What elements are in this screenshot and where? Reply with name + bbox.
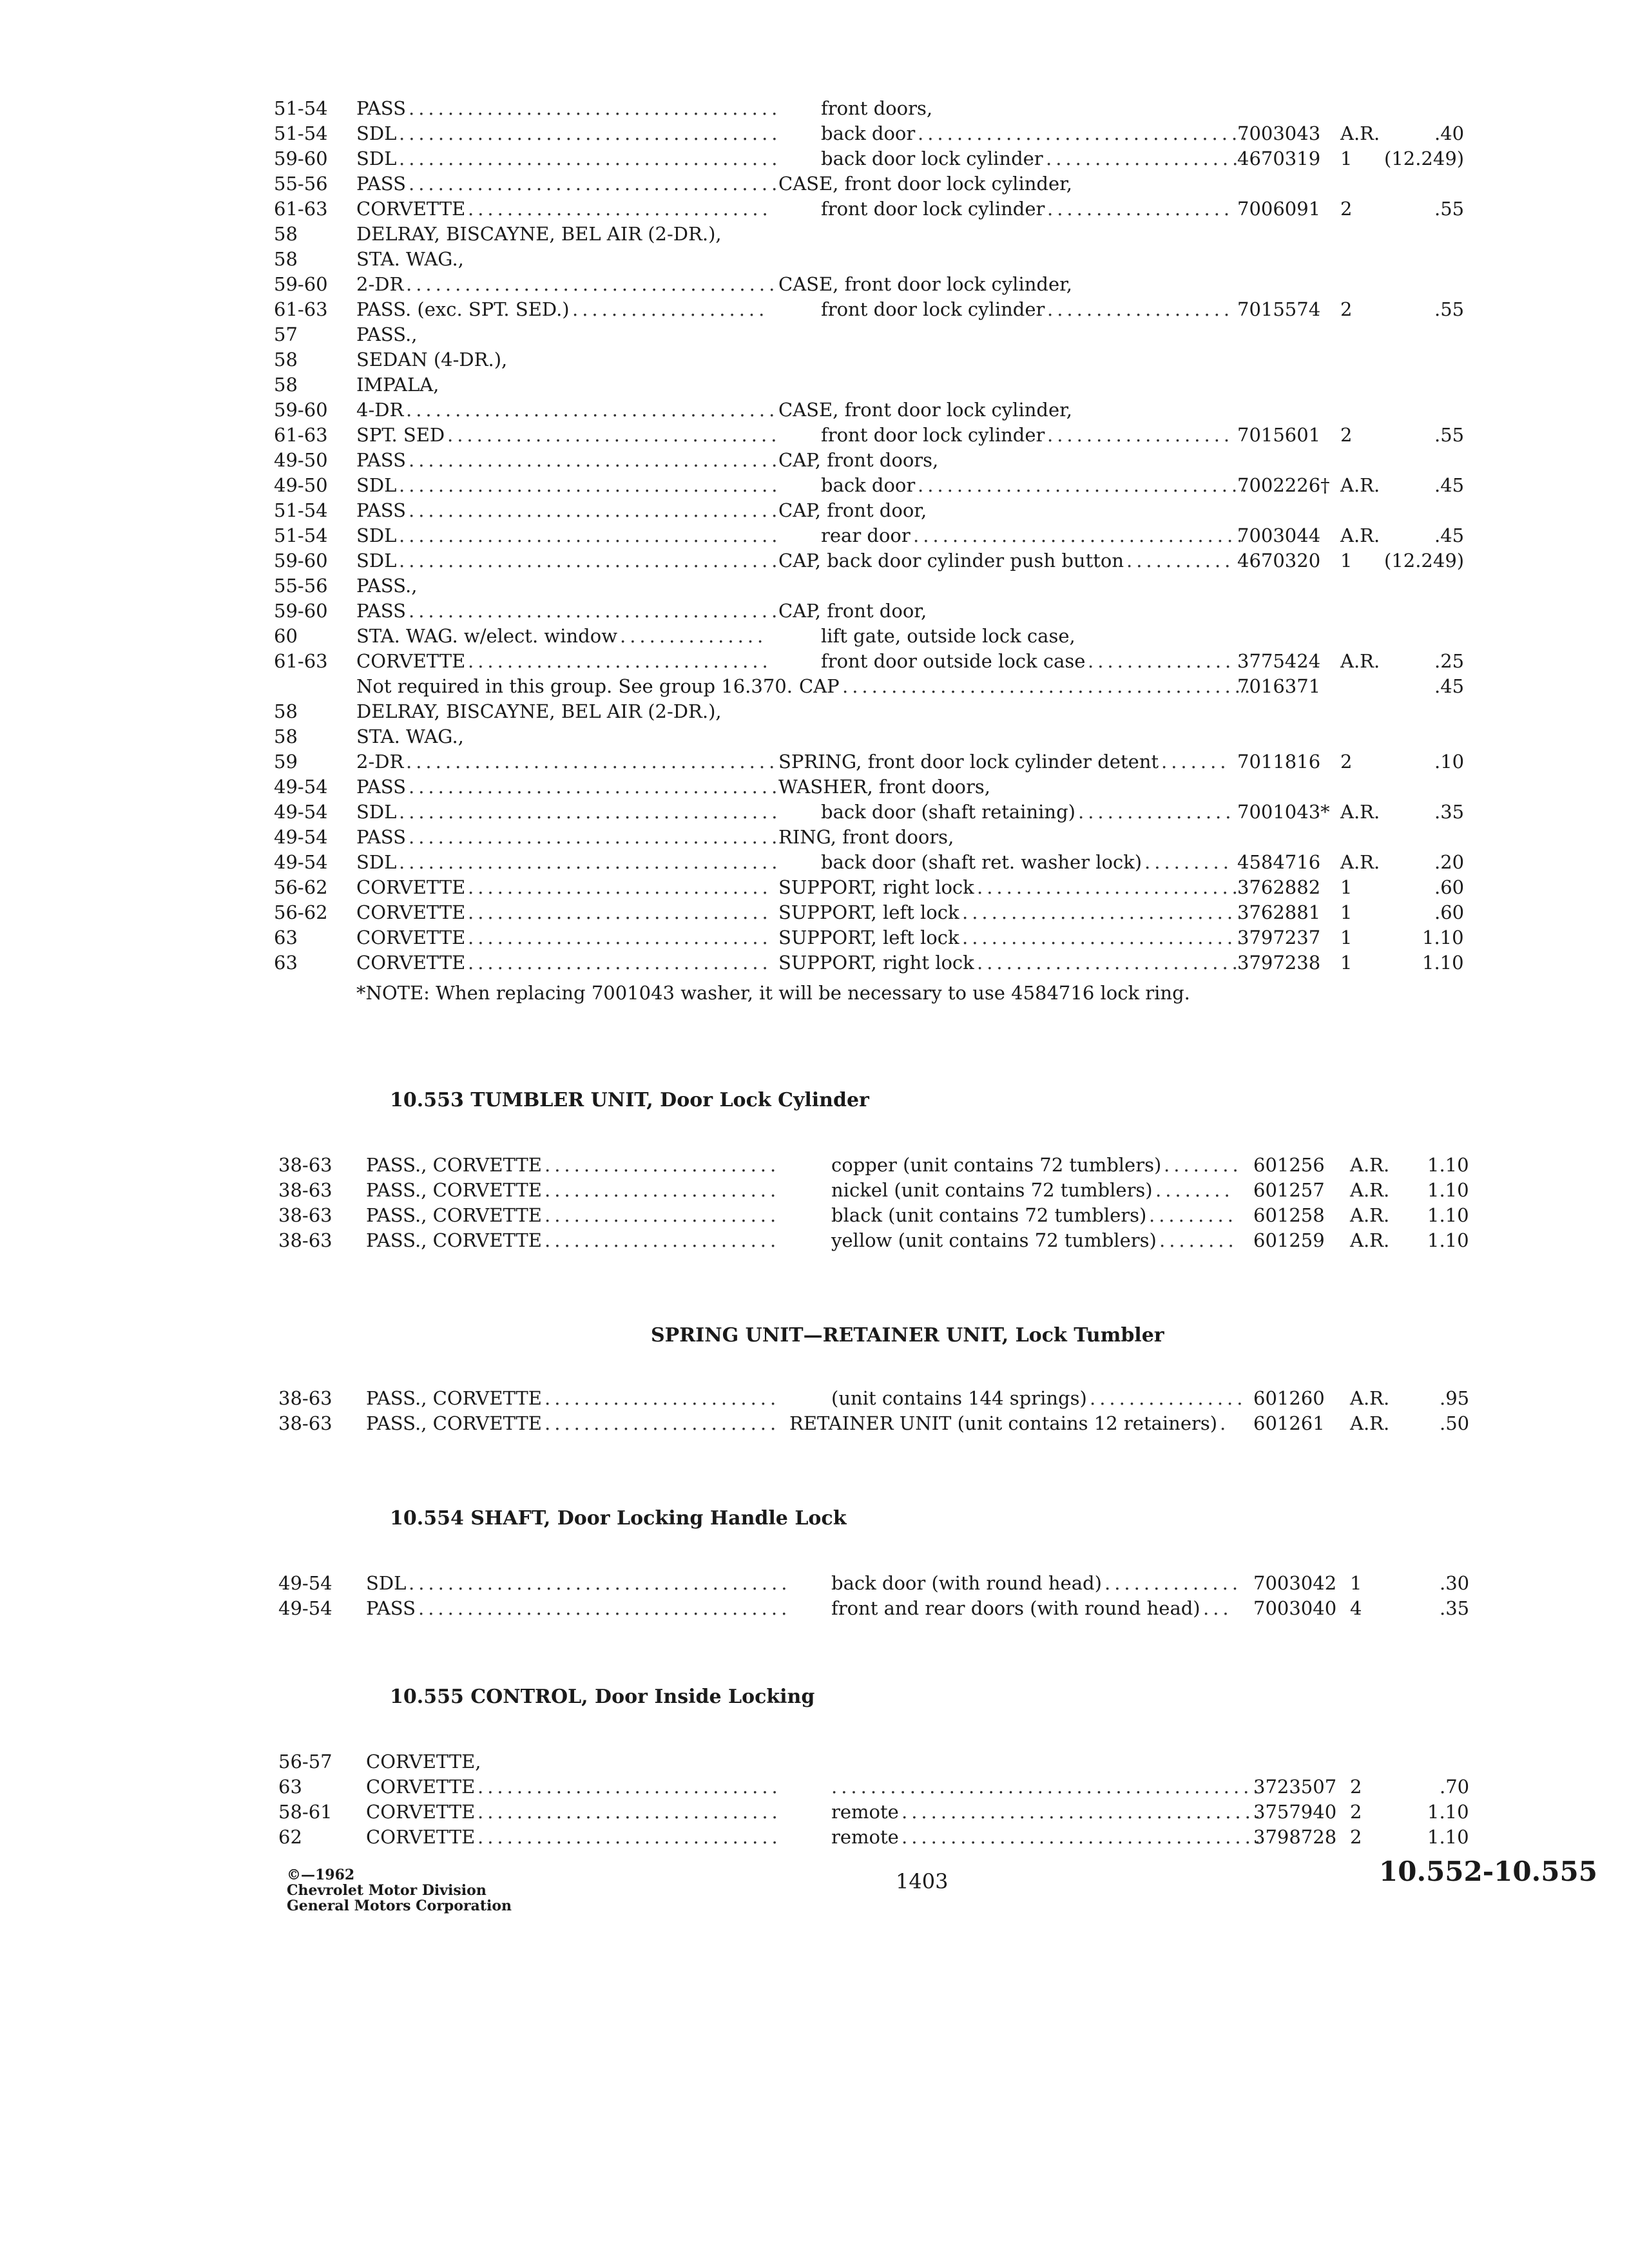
part-description: CAP, front doors,	[778, 449, 939, 471]
price: 1.10	[1427, 1204, 1469, 1226]
model-description: CORVETTE	[356, 927, 466, 948]
dot-leader: ...................	[1047, 298, 1234, 320]
model-description: IMPALA,	[356, 374, 439, 396]
year-range: 61-63	[274, 198, 328, 220]
part-number: 7015601	[1237, 424, 1321, 446]
year-range: 56-57	[278, 1751, 333, 1773]
dot-leader: ....................	[1046, 148, 1242, 169]
part-description: front door lock cylinder	[821, 298, 1045, 320]
part-number: 3757940	[1253, 1801, 1337, 1823]
quantity: 1	[1340, 550, 1353, 572]
dot-leader: ...........................	[977, 876, 1242, 898]
part-description: CAP, front door,	[778, 600, 927, 622]
dot-leader: ........	[1159, 1229, 1238, 1251]
part-number: 601261	[1253, 1412, 1325, 1434]
dot-leader: .............................	[962, 901, 1247, 923]
part-number: 601256	[1253, 1154, 1325, 1176]
year-range: 38-63	[278, 1179, 333, 1201]
dot-leader: ........................	[545, 1154, 780, 1176]
part-description: front doors,	[821, 97, 933, 119]
model-description: 2-DR	[356, 273, 404, 295]
dot-leader: ......................................	[409, 499, 782, 521]
price: 1.10	[1427, 1179, 1469, 1201]
model-description: CORVETTE	[356, 901, 466, 923]
section-heading: 10.555 CONTROL, Door Inside Locking	[390, 1686, 815, 1708]
year-range: 38-63	[278, 1412, 333, 1434]
section-heading: 10.554 SHAFT, Door Locking Handle Lock	[390, 1507, 847, 1530]
part-description: SUPPORT, right lock	[778, 876, 974, 898]
year-range: 38-63	[278, 1387, 333, 1409]
dot-leader: .......	[1161, 751, 1230, 773]
dot-leader: ...................	[1047, 198, 1234, 220]
dot-leader: ......................................	[406, 751, 779, 773]
dot-leader: .......................................	[399, 550, 782, 572]
part-description: yellow (unit contains 72 tumblers)	[831, 1229, 1157, 1251]
dot-leader: ........................	[545, 1179, 780, 1201]
copyright: ©—1962	[287, 1867, 355, 1883]
dot-leader: .......................................	[409, 1572, 791, 1594]
year-range: 49-50	[274, 474, 328, 496]
year-range: 49-54	[274, 826, 328, 848]
model-description: Not required in this group. See group 16.370.	[356, 675, 793, 697]
year-range: 63	[274, 927, 298, 948]
dot-leader: ......................................	[409, 826, 782, 848]
year-range: 51-54	[274, 122, 328, 144]
dot-leader: .............................	[962, 927, 1247, 948]
dot-leader: .......................................	[399, 148, 782, 169]
quantity: A.R.	[1340, 474, 1380, 496]
price: 1.10	[1427, 1826, 1469, 1848]
year-range: 49-50	[274, 449, 328, 471]
quantity: A.R.	[1350, 1154, 1390, 1176]
part-number: 3797237	[1237, 927, 1321, 948]
part-description: rear door	[821, 524, 911, 546]
part-number: 601257	[1253, 1179, 1325, 1201]
part-description: back door (shaft retaining)	[821, 801, 1075, 823]
price: .95	[1440, 1387, 1470, 1409]
part-description: nickel (unit contains 72 tumblers)	[831, 1179, 1153, 1201]
model-description: SDL	[356, 550, 397, 572]
quantity: 4	[1350, 1597, 1362, 1619]
price: (12.249)	[1384, 550, 1465, 572]
part-description: copper (unit contains 72 tumblers)	[831, 1154, 1162, 1176]
part-description: SUPPORT, right lock	[778, 952, 974, 974]
year-range: 49-54	[274, 776, 328, 798]
dot-leader: .........	[1149, 1204, 1237, 1226]
quantity: A.R.	[1340, 524, 1380, 546]
year-range: 58	[274, 248, 298, 270]
part-number: 7003040	[1253, 1597, 1337, 1619]
part-number: 7011816	[1237, 751, 1321, 773]
dot-leader: ...............................	[468, 927, 772, 948]
dot-leader: ......................................	[409, 449, 782, 471]
price: .70	[1440, 1776, 1470, 1798]
part-number: 7015574	[1237, 298, 1321, 320]
quantity: A.R.	[1340, 801, 1380, 823]
dot-leader: ..................................	[913, 524, 1247, 546]
year-range: 56-62	[274, 876, 328, 898]
model-description: PASS	[356, 449, 407, 471]
dot-leader: ...............	[1088, 650, 1235, 672]
quantity: 2	[1340, 298, 1353, 320]
model-description: STA. WAG. w/elect. window	[356, 625, 618, 647]
model-description: PASS., CORVETTE	[366, 1179, 542, 1201]
dot-leader: .....................................	[901, 1801, 1265, 1823]
dot-leader: ........	[1164, 1154, 1242, 1176]
model-description: PASS., CORVETTE	[366, 1204, 542, 1226]
part-description: remote	[831, 1801, 899, 1823]
dot-leader: ........................	[545, 1412, 780, 1434]
model-description: SDL	[356, 801, 397, 823]
quantity: A.R.	[1350, 1387, 1390, 1409]
part-description: CASE, front door lock cylinder,	[778, 399, 1073, 421]
dot-leader: ...............................	[468, 876, 772, 898]
dot-leader: ...............................	[477, 1776, 782, 1798]
year-range: 58	[274, 700, 298, 722]
year-range: 59-60	[274, 600, 328, 622]
year-range: 61-63	[274, 298, 328, 320]
year-range: 63	[274, 952, 298, 974]
model-description: 4-DR	[356, 399, 404, 421]
quantity: 1	[1340, 148, 1353, 169]
dot-leader: ......................................	[409, 173, 782, 195]
model-description: DELRAY, BISCAYNE, BEL AIR (2-DR.),	[356, 223, 722, 245]
part-description: front door lock cylinder	[821, 424, 1045, 446]
part-description: RING, front doors,	[778, 826, 954, 848]
model-description: PASS., CORVETTE	[366, 1412, 542, 1434]
year-range: 58	[274, 374, 298, 396]
model-description: CORVETTE	[356, 650, 466, 672]
year-range: 51-54	[274, 499, 328, 521]
publisher-corporation: General Motors Corporation	[287, 1898, 512, 1914]
part-description: black (unit contains 72 tumblers)	[831, 1204, 1147, 1226]
year-range: 59-60	[274, 148, 328, 169]
part-number: 3762881	[1237, 901, 1321, 923]
price: .10	[1434, 751, 1465, 773]
part-number: 601260	[1253, 1387, 1325, 1409]
year-range: 59-60	[274, 273, 328, 295]
part-description: front door outside lock case	[821, 650, 1086, 672]
year-range: 61-63	[274, 650, 328, 672]
part-number: 4670320	[1237, 550, 1321, 572]
year-range: 51-54	[274, 524, 328, 546]
part-number: 3723507	[1253, 1776, 1337, 1798]
quantity: 1	[1340, 901, 1353, 923]
price: .60	[1434, 901, 1465, 923]
model-description: PASS.,	[356, 323, 418, 345]
model-description: CORVETTE	[366, 1776, 476, 1798]
part-number: 7003044	[1237, 524, 1321, 546]
dot-leader: ...........	[1126, 550, 1235, 572]
dot-leader: .......................................	[399, 801, 782, 823]
part-description: SPRING, front door lock cylinder detent	[778, 751, 1159, 773]
dot-leader: ................	[1078, 801, 1235, 823]
model-description: PASS., CORVETTE	[366, 1154, 542, 1176]
model-description: PASS	[356, 826, 407, 848]
model-description: PASS	[356, 600, 407, 622]
quantity: A.R.	[1340, 851, 1380, 873]
dot-leader: ...............................	[468, 650, 772, 672]
dot-leader: .....................................	[901, 1826, 1265, 1848]
quantity: A.R.	[1350, 1229, 1390, 1251]
year-range: 59	[274, 751, 298, 773]
quantity: 2	[1340, 198, 1353, 220]
dot-leader: ................	[1090, 1387, 1247, 1409]
dot-leader: ...	[1203, 1597, 1233, 1619]
model-description: PASS	[366, 1597, 416, 1619]
year-range: 61-63	[274, 424, 328, 446]
dot-leader: ..................................	[447, 424, 781, 446]
model-description: CORVETTE	[356, 876, 466, 898]
price: .55	[1434, 298, 1465, 320]
dot-leader: ......................................	[409, 600, 782, 622]
year-range: 58-61	[278, 1801, 333, 1823]
price: 1.10	[1427, 1229, 1469, 1251]
part-number: 4670319	[1237, 148, 1321, 169]
part-description: back door	[821, 122, 916, 144]
quantity: 1	[1340, 876, 1353, 898]
year-range: 55-56	[274, 173, 328, 195]
price: 1.10	[1422, 927, 1464, 948]
model-description: PASS. (exc. SPT. SED.)	[356, 298, 570, 320]
quantity: 1	[1340, 952, 1353, 974]
footnote: *NOTE: When replacing 7001043 washer, it will be necessary to use 4584716 lock ring.	[356, 982, 1190, 1004]
dot-leader: ...............................	[477, 1801, 782, 1823]
year-range: 49-54	[274, 851, 328, 873]
dot-leader: ......................................	[406, 273, 779, 295]
model-description: PASS	[356, 173, 407, 195]
dot-leader: ..............	[1104, 1572, 1242, 1594]
part-number: 7016371	[1237, 675, 1321, 697]
price: .45	[1434, 474, 1465, 496]
price: .55	[1434, 424, 1465, 446]
price: .60	[1434, 876, 1465, 898]
part-description: remote	[831, 1826, 899, 1848]
model-description: PASS.,	[356, 575, 418, 597]
part-description: SUPPORT, left lock	[778, 927, 959, 948]
year-range: 60	[274, 625, 298, 647]
year-range: 49-54	[278, 1572, 333, 1594]
dot-leader: ...............................	[477, 1826, 782, 1848]
year-range: 49-54	[274, 801, 328, 823]
part-description: CASE, front door lock cylinder,	[778, 273, 1073, 295]
dot-leader: ......................................	[406, 399, 779, 421]
part-description: CASE, front door lock cylinder,	[778, 173, 1073, 195]
part-description: back door lock cylinder	[821, 148, 1043, 169]
dot-leader: ...........................	[977, 952, 1242, 974]
quantity: A.R.	[1350, 1179, 1390, 1201]
dot-leader: ....................	[572, 298, 769, 320]
dot-leader: ......................................	[409, 97, 782, 119]
dot-leader: ........	[1155, 1179, 1234, 1201]
year-range: 38-63	[278, 1154, 333, 1176]
year-range: 63	[278, 1776, 302, 1798]
year-range: 59-60	[274, 399, 328, 421]
dot-leader: ...............	[620, 625, 767, 647]
part-description: front and rear doors (with round head)	[831, 1597, 1200, 1619]
part-description: back door	[821, 474, 916, 496]
model-description: DELRAY, BISCAYNE, BEL AIR (2-DR.),	[356, 700, 722, 722]
part-number: 3797238	[1237, 952, 1321, 974]
section-heading: 10.553 TUMBLER UNIT, Door Lock Cylinder	[390, 1089, 869, 1111]
publisher-division: Chevrolet Motor Division	[287, 1882, 487, 1899]
price: .35	[1440, 1597, 1470, 1619]
part-number: 7003042	[1253, 1572, 1337, 1594]
dot-leader: .......................................	[399, 474, 782, 496]
model-description: CORVETTE	[356, 952, 466, 974]
dot-leader: .........	[1144, 851, 1233, 873]
price: .45	[1434, 524, 1465, 546]
dot-leader: ...............................	[468, 901, 772, 923]
year-range: 51-54	[274, 97, 328, 119]
year-range: 57	[274, 323, 298, 345]
part-number: 4584716	[1237, 851, 1321, 873]
year-range: 58	[274, 726, 298, 747]
model-description: PASS	[356, 499, 407, 521]
year-range: 58	[274, 349, 298, 370]
model-description: SDL	[356, 851, 397, 873]
part-description: back door (shaft ret. washer lock)	[821, 851, 1142, 873]
price: .45	[1434, 675, 1465, 697]
quantity: 2	[1340, 751, 1353, 773]
part-description: lift gate, outside lock case,	[821, 625, 1075, 647]
dot-leader: .......................................	[399, 851, 782, 873]
quantity: 2	[1350, 1776, 1362, 1798]
dot-leader: ...................	[1047, 424, 1234, 446]
year-range: 38-63	[278, 1204, 333, 1226]
part-description: CAP, back door cylinder push button	[778, 550, 1124, 572]
dot-leader: ...............................	[468, 198, 772, 220]
quantity: 2	[1350, 1826, 1362, 1848]
group-range: 10.552-10.555	[1379, 1856, 1597, 1887]
model-description: STA. WAG.,	[356, 726, 464, 747]
year-range: 59-60	[274, 550, 328, 572]
part-number: 7002226†	[1237, 474, 1330, 496]
price: 1.10	[1427, 1154, 1469, 1176]
model-description: PASS., CORVETTE	[366, 1229, 542, 1251]
model-description: SDL	[356, 474, 397, 496]
year-range: 62	[278, 1826, 302, 1848]
part-description: WASHER, front doors,	[778, 776, 990, 798]
dot-leader: .......................................	[399, 122, 782, 144]
dot-leader: ..................................	[918, 474, 1251, 496]
model-description: SDL	[366, 1572, 407, 1594]
dot-leader: ..........................................	[842, 675, 1255, 697]
year-range: 38-63	[278, 1229, 333, 1251]
price: 1.10	[1422, 952, 1464, 974]
model-description: PASS., CORVETTE	[366, 1387, 542, 1409]
model-description: SEDAN (4-DR.),	[356, 349, 508, 370]
part-description: RETAINER UNIT (unit contains 12 retainers)	[789, 1412, 1218, 1434]
dot-leader: ........................	[545, 1204, 780, 1226]
quantity: A.R.	[1350, 1412, 1390, 1434]
section-heading: SPRING UNIT—RETAINER UNIT, Lock Tumbler	[651, 1324, 1164, 1347]
dot-leader: ...............................	[468, 952, 772, 974]
part-number: 3775424	[1237, 650, 1321, 672]
page-number: 1403	[896, 1869, 949, 1894]
price: (12.249)	[1384, 148, 1465, 169]
part-number: 3798728	[1253, 1826, 1337, 1848]
quantity: 1	[1350, 1572, 1362, 1594]
quantity: 1	[1340, 927, 1353, 948]
dot-leader: ......................................	[418, 1597, 791, 1619]
dot-leader: .......................................	[399, 524, 782, 546]
quantity: A.R.	[1340, 122, 1380, 144]
part-number: 601258	[1253, 1204, 1325, 1226]
model-description: SPT. SED	[356, 424, 445, 446]
model-description: CORVETTE	[356, 198, 466, 220]
dot-leader: ........................	[545, 1229, 780, 1251]
part-number: 7003043	[1237, 122, 1321, 144]
price: .50	[1440, 1412, 1470, 1434]
price: .35	[1434, 801, 1465, 823]
dot-leader: ..................................	[918, 122, 1251, 144]
quantity: A.R.	[1350, 1204, 1390, 1226]
year-range: 56-62	[274, 901, 328, 923]
price: .20	[1434, 851, 1465, 873]
part-number: 3762882	[1237, 876, 1321, 898]
year-range: 55-56	[274, 575, 328, 597]
model-description: SDL	[356, 122, 397, 144]
part-description: back door (with round head)	[831, 1572, 1102, 1594]
quantity: A.R.	[1340, 650, 1380, 672]
model-description: CORVETTE	[366, 1801, 476, 1823]
year-range: 58	[274, 223, 298, 245]
model-description: STA. WAG.,	[356, 248, 464, 270]
model-description: SDL	[356, 148, 397, 169]
part-description: CAP	[799, 675, 840, 697]
price: .55	[1434, 198, 1465, 220]
model-description: PASS	[356, 776, 407, 798]
part-description: front door lock cylinder	[821, 198, 1045, 220]
model-description: CORVETTE,	[366, 1751, 481, 1773]
year-range: 49-54	[278, 1597, 333, 1619]
model-description: 2-DR	[356, 751, 404, 773]
price: .40	[1434, 122, 1465, 144]
dot-leader: ........................	[545, 1387, 780, 1409]
dot-leader: .	[1220, 1412, 1230, 1434]
dot-leader: ......................................	[409, 776, 782, 798]
price: 1.10	[1427, 1801, 1469, 1823]
part-description: SUPPORT, left lock	[778, 901, 959, 923]
model-description: CORVETTE	[366, 1826, 476, 1848]
part-number: 7006091	[1237, 198, 1321, 220]
model-description: SDL	[356, 524, 397, 546]
price: .30	[1440, 1572, 1470, 1594]
part-description: CAP, front door,	[778, 499, 927, 521]
quantity: 2	[1350, 1801, 1362, 1823]
price: .25	[1434, 650, 1465, 672]
quantity: 2	[1340, 424, 1353, 446]
part-number: 7001043*	[1237, 801, 1330, 823]
part-description: (unit contains 144 springs)	[831, 1387, 1087, 1409]
part-number: 601259	[1253, 1229, 1325, 1251]
model-description: PASS	[356, 97, 407, 119]
dot-leader: ............................................	[831, 1776, 1263, 1798]
